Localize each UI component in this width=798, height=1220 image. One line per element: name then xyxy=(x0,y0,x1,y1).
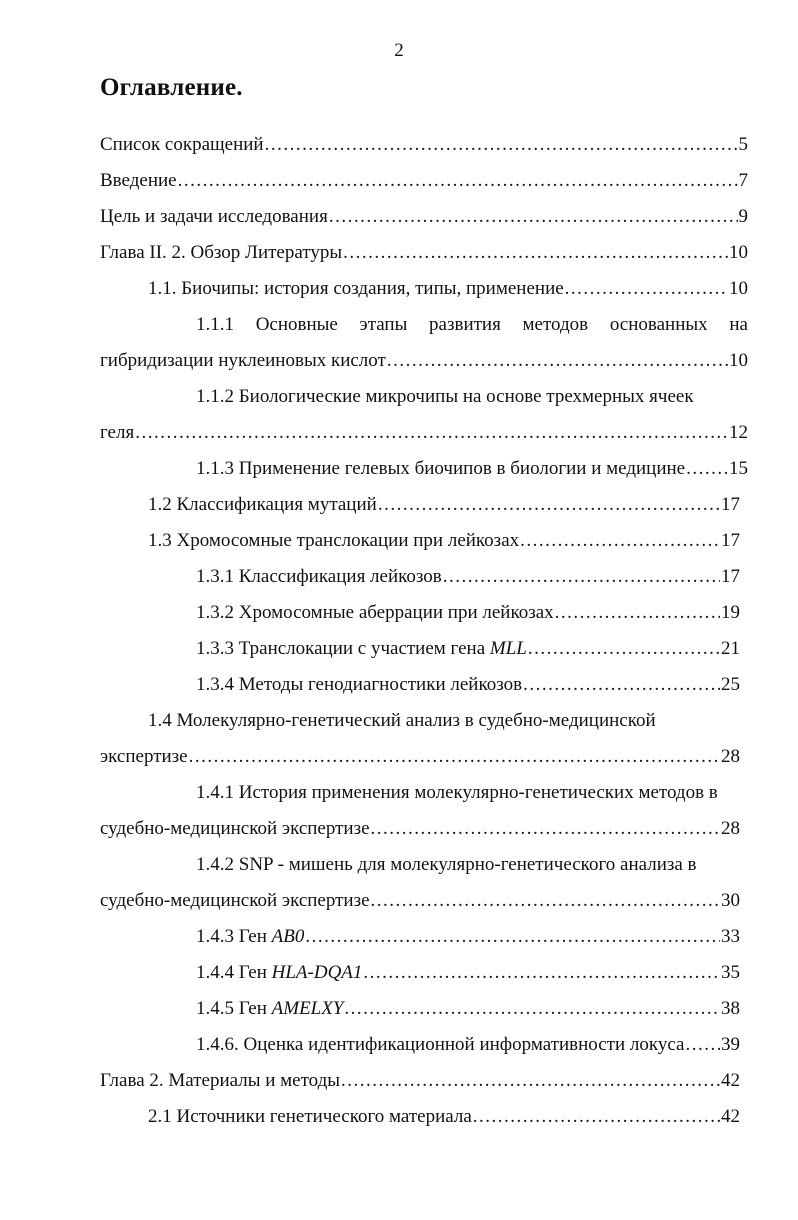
toc-leader-dots xyxy=(371,817,720,841)
toc-entry-page: 10 xyxy=(729,350,748,371)
toc-leader-dots xyxy=(528,637,720,661)
toc-word: основанных xyxy=(609,314,708,335)
toc-entry-page: 17 xyxy=(721,566,740,587)
toc-entry-introduction xyxy=(100,169,748,193)
toc-entry-1-4-6 xyxy=(196,1033,740,1057)
toc-entry-1-4-1-head: 1.4.1 История применения молекулярно-генетических методов в xyxy=(196,782,718,803)
toc-word: этапы xyxy=(359,314,408,335)
toc-entry-label: 1.3 Хромосомные транслокации при лейкозах xyxy=(148,530,520,551)
toc-leader-dots xyxy=(443,565,720,589)
toc-entry-1-1-1 xyxy=(100,349,748,373)
toc-entry-text: 1.4.5 Ген xyxy=(196,998,272,1019)
toc-entry-label: 1.3.1 Классификация лейкозов xyxy=(196,566,442,587)
toc-entry-text: 1.4.3 Ген xyxy=(196,926,272,947)
toc-entry-abbreviations xyxy=(100,133,748,157)
toc-entry-page: 12 xyxy=(729,422,748,443)
toc-leader-dots xyxy=(178,169,738,193)
toc-entry-1-3-2 xyxy=(196,601,740,625)
toc-leader-dots xyxy=(523,673,720,697)
toc-entry-page: 10 xyxy=(729,242,748,263)
toc-leader-dots xyxy=(520,529,720,553)
toc-leader-dots xyxy=(363,961,720,985)
toc-leader-dots xyxy=(343,241,728,265)
toc-entry-label: 2.1 Источники генетического материала xyxy=(148,1106,472,1127)
gene-name: AMELXY xyxy=(271,998,344,1019)
toc-entry-page: 15 xyxy=(729,458,748,479)
toc-entry-page: 28 xyxy=(721,818,740,839)
toc-leader-dots xyxy=(685,1033,720,1057)
toc-leader-dots xyxy=(378,493,720,517)
toc-entry-1-1-3 xyxy=(196,457,748,481)
toc-leader-dots xyxy=(371,889,720,913)
toc-entry-page: 42 xyxy=(721,1070,740,1091)
toc-entry-1-4-2 xyxy=(100,889,740,913)
toc-leader-dots xyxy=(305,925,720,949)
toc-leader-dots xyxy=(344,997,720,1021)
toc-entry-text: 1.3.3 Транслокации с участием гена xyxy=(196,638,490,659)
toc-entry-goals xyxy=(100,205,748,229)
toc-entry-label: гибридизации нуклеиновых кислот xyxy=(100,350,386,371)
page-title: Оглавление. xyxy=(100,74,243,101)
gene-name: MLL xyxy=(489,638,527,659)
toc-leader-dots xyxy=(135,421,728,445)
toc-entry-label xyxy=(196,925,304,949)
toc-entry-label: 1.1.3 Применение гелевых биочипов в биологии и медицине xyxy=(196,458,686,479)
toc-entry-chapter-methods xyxy=(100,1069,740,1093)
toc-entry-page: 17 xyxy=(721,494,740,515)
toc-entry-label: 1.4.6. Оценка идентификационной информативности локуса xyxy=(196,1034,685,1055)
toc-entry-label: Глава 2. Материалы и методы xyxy=(100,1070,341,1091)
toc-entry-label xyxy=(196,637,527,661)
toc-entry-1-4-1 xyxy=(100,817,740,841)
toc-entry-page: 42 xyxy=(721,1106,740,1127)
toc-entry-label: 1.3.4 Методы генодиагностики лейкозов xyxy=(196,674,523,695)
toc-entry-label: Цель и задачи исследования xyxy=(100,206,328,227)
toc-entry-label: Список сокращений xyxy=(100,134,264,155)
toc-leader-dots xyxy=(387,349,728,373)
toc-entry-1-3-3 xyxy=(196,637,740,661)
toc-entry-page: 5 xyxy=(738,134,748,155)
toc-entry-label: судебно-медицинской экспертизе xyxy=(100,890,370,911)
toc-word: методов xyxy=(522,314,589,335)
toc-entry-1-4-2-head: 1.4.2 SNP - мишень для молекулярно-генетического анализа в xyxy=(196,854,697,875)
toc-entry-page: 28 xyxy=(721,746,740,767)
toc-leader-dots xyxy=(329,205,738,229)
toc-entry-page: 17 xyxy=(721,530,740,551)
toc-entry-2-1 xyxy=(148,1105,740,1129)
toc-entry-page: 38 xyxy=(721,998,740,1019)
toc-leader-dots xyxy=(265,133,738,157)
toc-entry-page: 19 xyxy=(721,602,740,623)
toc-leader-dots xyxy=(686,457,728,481)
toc-entry-1-4-4 xyxy=(196,961,740,985)
toc-entry-label: Введение xyxy=(100,170,177,191)
toc-entry-label: 1.3.2 Хромосомные аберрации при лейкозах xyxy=(196,602,554,623)
toc-entry-label: геля xyxy=(100,422,135,443)
toc-entry-1-4 xyxy=(100,745,740,769)
toc-leader-dots xyxy=(189,745,720,769)
toc-entry-1-2 xyxy=(148,493,740,517)
toc-entry-label xyxy=(196,997,343,1021)
toc-entry-1-3-1 xyxy=(196,565,740,589)
toc-entry-page: 39 xyxy=(721,1034,740,1055)
toc-entry-page: 33 xyxy=(721,926,740,947)
toc-entry-page: 10 xyxy=(729,278,748,299)
toc-entry-1-4-3 xyxy=(196,925,740,949)
page-number: 2 xyxy=(394,40,404,61)
toc-entry-1-4-5 xyxy=(196,997,740,1021)
toc-entry-1-1 xyxy=(148,277,748,301)
toc-entry-label: Глава II. 2. Обзор Литературы xyxy=(100,242,343,263)
toc-entry-label: 1.2 Классификация мутаций xyxy=(148,494,377,515)
toc-entry-1-1-2-head: 1.1.2 Биологические микрочипы на основе трехмерных ячеек xyxy=(196,386,694,407)
toc-entry-page: 35 xyxy=(721,962,740,983)
toc-entry-text: 1.4.4 Ген xyxy=(196,962,272,983)
toc-word: развития xyxy=(429,314,501,335)
toc-entry-page: 30 xyxy=(721,890,740,911)
toc-entry-page: 25 xyxy=(721,674,740,695)
gene-name: AB0 xyxy=(271,926,305,947)
toc-entry-page: 21 xyxy=(721,638,740,659)
toc-entry-label: 1.1. Биочипы: история создания, типы, применение xyxy=(148,278,564,299)
toc-leader-dots xyxy=(473,1105,720,1129)
toc-entry-label: экспертизе xyxy=(100,746,188,767)
toc-entry-label: судебно-медицинской экспертизе xyxy=(100,818,370,839)
toc-leader-dots xyxy=(341,1069,720,1093)
toc-entry-page: 9 xyxy=(738,206,748,227)
toc-entry-1-1-1-head xyxy=(196,313,748,337)
gene-name: HLA-DQA1 xyxy=(271,962,363,983)
toc-leader-dots xyxy=(565,277,728,301)
toc-entry-label xyxy=(196,961,362,985)
toc-leader-dots xyxy=(555,601,720,625)
toc-entry-chapter-review xyxy=(100,241,748,265)
toc-entry-1-4-head: 1.4 Молекулярно-генетический анализ в судебно-медицинской xyxy=(148,710,656,731)
toc-entry-number: 1.1.1 xyxy=(196,314,234,335)
toc-entry-page: 7 xyxy=(738,170,748,191)
toc-entry-1-3-4 xyxy=(196,673,740,697)
toc-entry-1-3 xyxy=(148,529,740,553)
toc-word: на xyxy=(729,314,748,335)
toc-word: Основные xyxy=(255,314,338,335)
toc-entry-1-1-2 xyxy=(100,421,748,445)
